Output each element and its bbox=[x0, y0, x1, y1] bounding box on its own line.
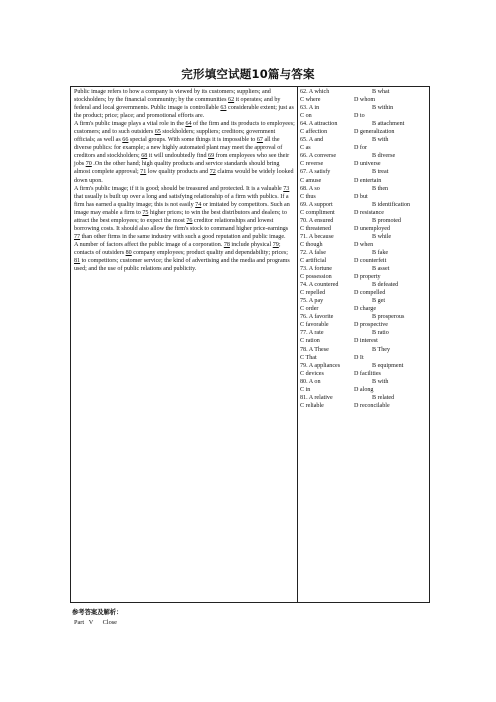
option-a: 77. A rate bbox=[300, 330, 324, 337]
option-row-ab bbox=[300, 104, 429, 112]
passage-segment: higher prices; to win the best distributors and dealers; to attract the best employees; to expect the most bbox=[74, 209, 287, 224]
option-a: 79. A appliances bbox=[300, 362, 341, 369]
passage-segment: from employees who see their jobs bbox=[74, 153, 290, 168]
option-d: D whom bbox=[354, 97, 376, 104]
option-d: D universe bbox=[354, 161, 381, 168]
answers-heading: 参考答案及解析： bbox=[72, 609, 123, 616]
option-row-cd bbox=[300, 402, 429, 410]
option-row-cd bbox=[300, 144, 429, 152]
blank-number: 66 bbox=[122, 137, 129, 144]
option-row-cd bbox=[300, 273, 429, 281]
option-a: 68. A so bbox=[300, 185, 320, 192]
option-c: C though bbox=[300, 241, 323, 248]
passage-segment: company employees; product quality and dependability; prices; bbox=[131, 249, 288, 256]
blank-number: 67 bbox=[256, 137, 263, 144]
passage-text bbox=[71, 87, 297, 273]
option-d: D counterfeit bbox=[354, 257, 387, 264]
blank-number: 69 bbox=[208, 153, 215, 160]
option-c: C on bbox=[300, 113, 312, 120]
option-c: C reliable bbox=[300, 402, 324, 409]
option-c: C That bbox=[300, 354, 317, 361]
passage-segment: considerable extent; just as the product; price; place; and promotional efforts are. bbox=[74, 105, 294, 120]
option-row-cd bbox=[300, 289, 429, 297]
passage-segment: all the diverse publics: for example; a new highly automated plant may meet the approval of creditors and stockholders; bbox=[74, 137, 283, 160]
option-row-cd bbox=[300, 128, 429, 136]
option-c: C favorable bbox=[300, 322, 329, 329]
option-row-ab bbox=[300, 346, 429, 354]
option-row-ab bbox=[300, 394, 429, 402]
passage-segment: A number of factors affect the public image of a corporation. bbox=[74, 241, 224, 248]
option-d: D It bbox=[354, 354, 364, 361]
option-row-cd bbox=[300, 354, 429, 362]
option-a: 70. A ensured bbox=[300, 217, 334, 224]
option-b: B treat bbox=[372, 169, 389, 176]
option-row-ab bbox=[300, 233, 429, 241]
option-a: 76. A favorite bbox=[300, 314, 334, 321]
option-c: C repelled bbox=[300, 290, 326, 297]
blank-number: 79 bbox=[272, 241, 279, 248]
blank-number: 80 bbox=[125, 249, 132, 256]
option-row-cd bbox=[300, 241, 429, 249]
option-row-cd bbox=[300, 209, 429, 217]
blank-number: 76 bbox=[186, 217, 193, 224]
option-a: 65. A and bbox=[300, 137, 324, 144]
blank-number: 77 bbox=[74, 233, 81, 240]
option-d: D reconcilable bbox=[354, 402, 390, 409]
option-b: B get bbox=[372, 298, 386, 305]
passage-segment: Public image refers to how a company is viewed by its customers; suppliers; and stockholders; by the financial community; by the communities bbox=[74, 89, 271, 104]
option-row-cd bbox=[300, 257, 429, 265]
option-b: B fake bbox=[372, 249, 389, 256]
option-row-ab bbox=[300, 88, 429, 96]
option-row-cd bbox=[300, 386, 429, 394]
blank-number: 70 bbox=[85, 161, 92, 168]
passage-segment: creditor relationships and lowest borrowing costs. It should also allow the firm's stock to command higher price-earnings bbox=[74, 217, 289, 232]
passage-segment: to competitors; customer service; the kind of advertising and the media and programs used; and the use of public relations and publicity. bbox=[74, 257, 290, 273]
option-d: D but bbox=[354, 193, 368, 200]
option-c: C threatened bbox=[300, 225, 331, 232]
blank-number: 71 bbox=[140, 169, 147, 176]
option-d: D resistance bbox=[354, 209, 384, 216]
option-row-cd bbox=[300, 305, 429, 313]
option-d: D to bbox=[354, 113, 365, 120]
option-d: D entertain bbox=[354, 177, 382, 184]
blank-number: 74 bbox=[195, 201, 202, 208]
option-row-cd bbox=[300, 370, 429, 378]
option-row-ab bbox=[300, 185, 429, 193]
option-c: C as bbox=[300, 145, 311, 152]
option-row-cd bbox=[300, 177, 429, 185]
option-b: B attachment bbox=[372, 121, 405, 128]
option-row-ab bbox=[300, 329, 429, 337]
option-b: B They bbox=[372, 346, 390, 353]
options-list bbox=[298, 87, 429, 410]
option-row-cd bbox=[300, 112, 429, 120]
option-a: 63. A in bbox=[300, 105, 320, 112]
blank-number: 75 bbox=[142, 209, 149, 216]
blank-number: 81 bbox=[74, 257, 81, 264]
option-row-ab bbox=[300, 136, 429, 144]
option-d: D along bbox=[354, 386, 374, 393]
blank-number: 62 bbox=[228, 97, 235, 104]
option-row-ab bbox=[300, 217, 429, 225]
passage-segment: low quality products and bbox=[146, 169, 210, 176]
option-row-cd bbox=[300, 193, 429, 201]
option-d: D prospective bbox=[354, 322, 389, 329]
option-d: D property bbox=[354, 274, 381, 281]
blank-number: 65 bbox=[154, 129, 161, 136]
passage-segment: .On the other hand; high quality products and service standards should bring almost complete approval; bbox=[74, 161, 280, 176]
option-b: B equipment bbox=[372, 362, 404, 369]
option-row-ab bbox=[300, 378, 429, 386]
option-d: D for bbox=[354, 145, 368, 152]
passage-segment: it will undoubtedly find bbox=[147, 153, 209, 160]
option-c: C artificial bbox=[300, 257, 327, 264]
passage-segment: A firm's public image plays a vital role in the bbox=[74, 121, 186, 128]
option-row-ab bbox=[300, 265, 429, 273]
option-row-ab bbox=[300, 120, 429, 128]
blank-number: 73 bbox=[283, 185, 290, 192]
option-row-ab bbox=[300, 362, 429, 370]
option-a: 78. A These bbox=[300, 346, 329, 353]
passage-paragraph bbox=[74, 185, 295, 241]
option-row-ab bbox=[300, 168, 429, 176]
option-c: C reverse bbox=[300, 161, 324, 168]
option-b: B with bbox=[372, 137, 389, 144]
passage-segment: A firm's public image; if it is good; should be treasured and protected. It is a valuable bbox=[74, 185, 284, 192]
passage-segment: special groups. With some things it is impossible to bbox=[128, 137, 257, 144]
option-a: 72. A false bbox=[300, 249, 326, 256]
passage-paragraph bbox=[74, 88, 295, 120]
blank-number: 63 bbox=[220, 105, 227, 112]
option-a: 75. A pay bbox=[300, 298, 324, 305]
passage-segment: than other firms in the same industry with such a good reputation and public image. bbox=[80, 233, 286, 240]
option-b: B defeated bbox=[372, 282, 399, 289]
option-c: C order bbox=[300, 306, 319, 313]
passage-segment: it operates; and by federal and local governments. Public image is controllable bbox=[74, 97, 281, 112]
option-b: B while bbox=[372, 233, 392, 240]
option-d: D generalization bbox=[354, 129, 395, 136]
option-row-ab bbox=[300, 201, 429, 209]
option-row-ab bbox=[300, 313, 429, 321]
option-b: B ratio bbox=[372, 330, 389, 337]
page-title: 完形填空试题10篇与答案 bbox=[181, 67, 315, 81]
option-b: B with bbox=[372, 378, 389, 385]
passage-segment: ; contacts of outsiders bbox=[74, 241, 281, 256]
option-c: C possession bbox=[300, 274, 332, 281]
part-line: Part V Close bbox=[74, 619, 117, 626]
option-b: B prosperous bbox=[372, 314, 405, 321]
option-b: B identification bbox=[372, 201, 411, 208]
option-row-cd bbox=[300, 321, 429, 329]
passage-segment: stockholders; suppliers; creditors; government officials; as well as bbox=[74, 129, 276, 144]
blank-number: 78 bbox=[223, 241, 230, 248]
option-b: B promoted bbox=[372, 217, 401, 224]
option-row-cd bbox=[300, 337, 429, 345]
option-a: 80. A on bbox=[300, 378, 321, 385]
option-b: B diverse bbox=[372, 153, 396, 160]
option-c: C devices bbox=[300, 370, 324, 377]
blank-number: 68 bbox=[141, 153, 148, 160]
option-c: C thus bbox=[300, 193, 316, 200]
passage-segment: or imitated by competitors. Such an image may enable a firm to bbox=[74, 201, 290, 216]
option-b: B within bbox=[372, 105, 394, 112]
option-a: 67. A satisfy bbox=[300, 169, 331, 176]
option-d: D when bbox=[354, 241, 374, 248]
passage-paragraph bbox=[74, 241, 295, 273]
option-row-ab bbox=[300, 281, 429, 289]
passage-paragraph bbox=[74, 120, 295, 184]
option-a: 73. A fortune bbox=[300, 266, 332, 273]
option-a: 66. A converse bbox=[300, 153, 337, 160]
option-a: 69. A support bbox=[300, 201, 333, 208]
option-c: C affection bbox=[300, 129, 328, 136]
passage-cell bbox=[71, 87, 298, 603]
option-row-cd bbox=[300, 96, 429, 104]
option-b: B what bbox=[372, 89, 390, 95]
option-c: C where bbox=[300, 97, 321, 104]
option-d: D facilities bbox=[354, 370, 381, 377]
option-c: C in bbox=[300, 386, 311, 393]
option-b: B then bbox=[372, 185, 389, 192]
option-a: 64. A attraction bbox=[300, 121, 338, 128]
passage-segment: that usually is built up over a long and satisfying relationship of a firm with publics. If a firm has earned a quality image; this is not easily bbox=[74, 193, 289, 208]
option-d: D interest bbox=[354, 338, 378, 345]
option-row-ab bbox=[300, 152, 429, 160]
option-a: 81. A relative bbox=[300, 394, 333, 401]
option-row-cd bbox=[300, 160, 429, 168]
blank-number: 64 bbox=[185, 121, 192, 128]
option-row-cd bbox=[300, 225, 429, 233]
option-b: B asset bbox=[372, 266, 390, 273]
option-row-ab bbox=[300, 249, 429, 257]
cloze-table bbox=[70, 86, 430, 603]
option-a: 74. A countered bbox=[300, 282, 339, 289]
option-d: D unemployed bbox=[354, 225, 391, 232]
option-a: 62. A which bbox=[300, 89, 330, 95]
option-c: C amuse bbox=[300, 177, 322, 184]
blank-number: 72 bbox=[209, 169, 216, 176]
options-cell bbox=[298, 87, 430, 603]
passage-segment: include physical bbox=[229, 241, 273, 248]
passage-segment: of the firm and its products to employees; customers; and to such outsiders bbox=[74, 121, 295, 136]
option-c: C compliment bbox=[300, 209, 335, 216]
option-d: D charge bbox=[354, 306, 377, 313]
option-b: B related bbox=[372, 394, 395, 401]
option-a: 71. A because bbox=[300, 233, 334, 240]
option-c: C ration bbox=[300, 338, 320, 345]
passage-segment: claims would be widely looked down upon. bbox=[74, 169, 294, 184]
option-d: D compelled bbox=[354, 290, 386, 297]
option-row-ab bbox=[300, 297, 429, 305]
